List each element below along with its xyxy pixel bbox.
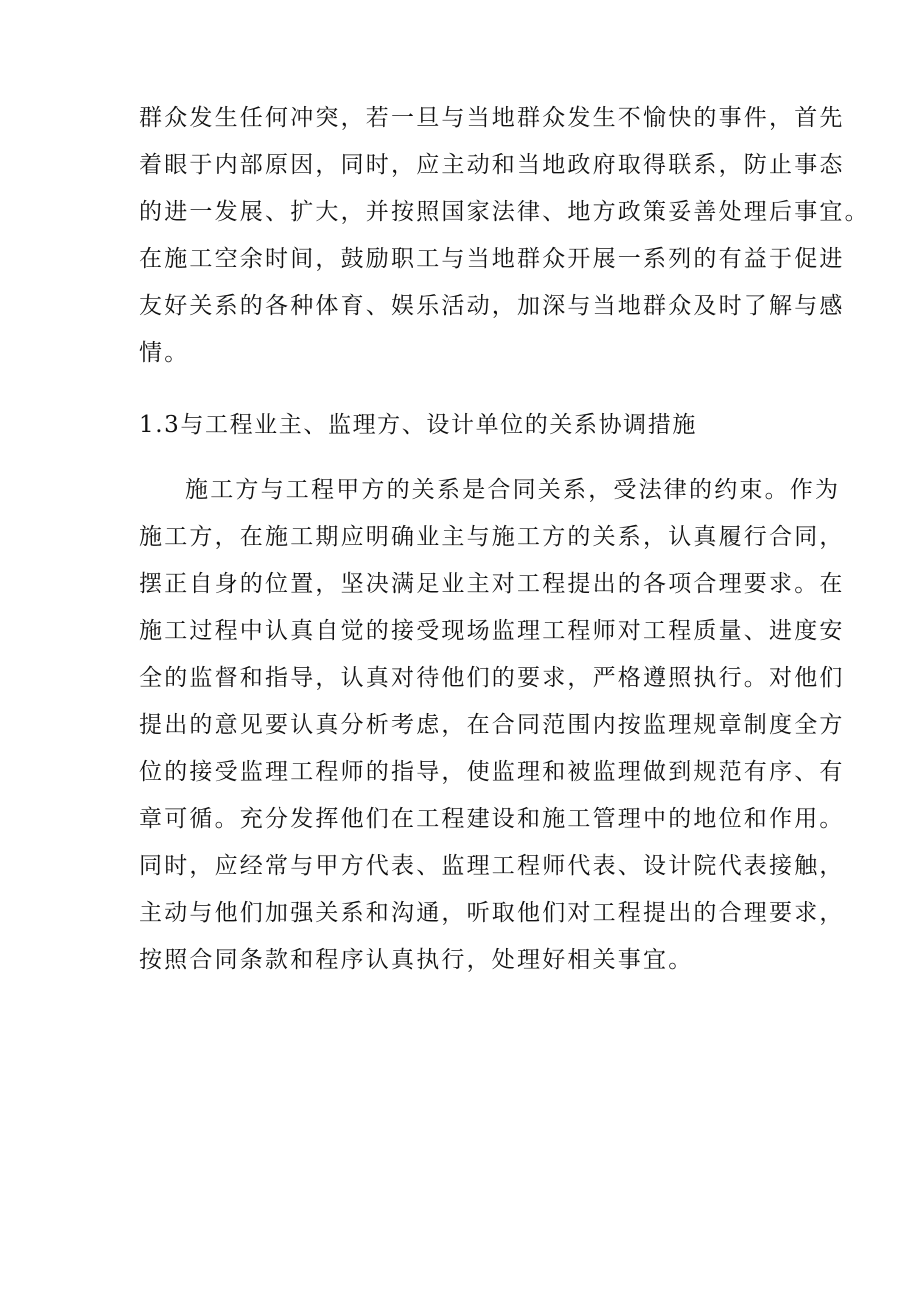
text-line: 情。 [139,340,190,366]
text-line: 主动与他们加强关系和沟通，听取他们对工程提出的合理要求， [139,900,845,926]
text-line: 友好关系的各种体育、娱乐活动，加深与当地群众及时了解与感 [139,293,845,319]
section-heading: 1.3与工程业主、监理方、设计单位的关系协调措施 [139,412,697,438]
paragraph-community-relations [139,95,870,377]
text-line: 按照合同条款和程序认真执行，处理好相关事宜。 [139,947,694,973]
text-line: 在施工空余时间，鼓励职工与当地群众开展一系列的有益于促进 [139,246,845,272]
text-line: 施工方与工程甲方的关系是合同关系，受法律的约束。作为 [185,477,841,503]
text-line: 提出的意见要认真分析考虑，在合同范围内按监理规章制度全方 [139,712,845,738]
text-line: 摆正自身的位置，坚决满足业主对工程提出的各项合理要求。在 [139,571,845,597]
text-line: 位的接受监理工程师的指导，使监理和被监理做到规范有序、有 [139,759,845,785]
paragraph-owner-supervisor-relations [139,467,845,984]
text-line: 施工方，在施工期应明确业主与施工方的关系，认真履行合同， [139,524,845,550]
text-line: 群众发生任何冲突，若一旦与当地群众发生不愉快的事件，首先 [139,105,845,131]
text-line: 的进一发展、扩大，并按照国家法律、地方政策妥善处理后事宜。 [139,199,870,225]
text-line: 着眼于内部原因，同时，应主动和当地政府取得联系，防止事态 [139,152,845,178]
text-line: 同时，应经常与甲方代表、监理工程师代表、设计院代表接触， [139,853,845,879]
text-line: 全的监督和指导，认真对待他们的要求，严格遵照执行。对他们 [139,665,845,691]
text-line: 章可循。充分发挥他们在工程建设和施工管理中的地位和作用。 [139,806,845,832]
text-line: 施工过程中认真自觉的接受现场监理工程师对工程质量、进度安 [139,618,845,644]
